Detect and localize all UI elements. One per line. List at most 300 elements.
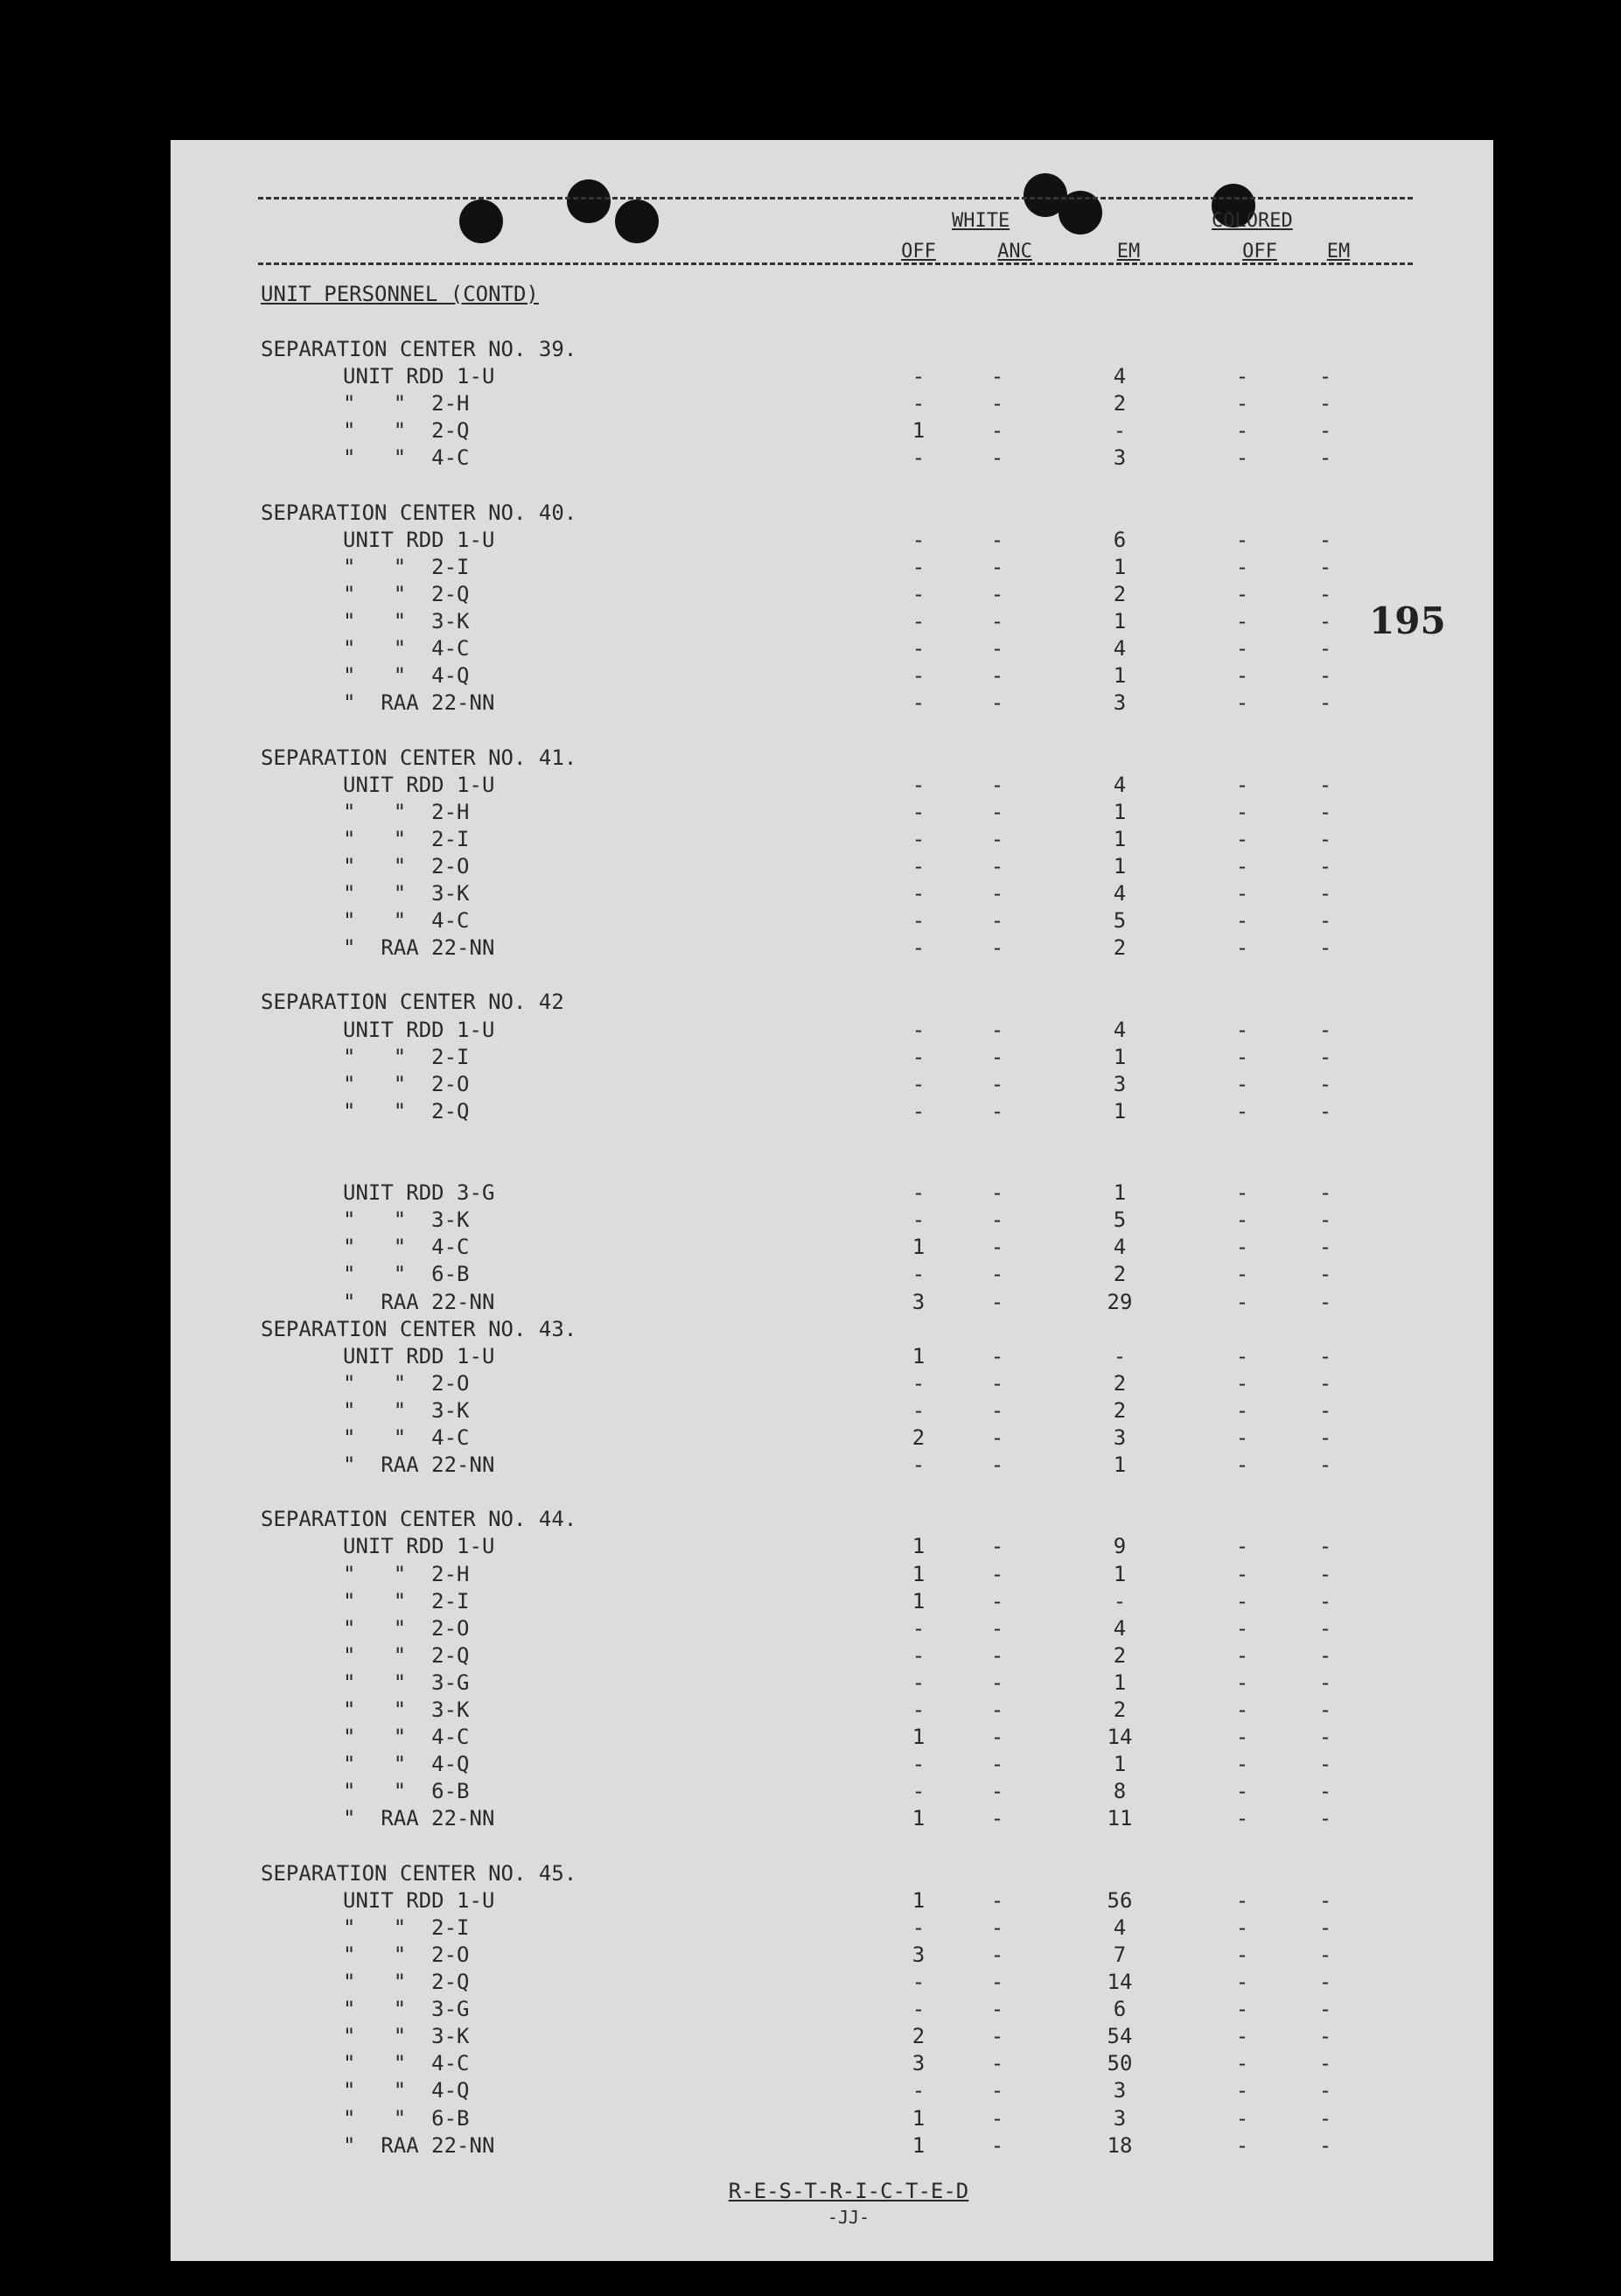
cell-white-em: 3 — [1113, 2078, 1127, 2104]
cell-white-anc: - — [990, 799, 1004, 824]
center-heading: SEPARATION CENTER NO. 45. — [261, 1860, 577, 1886]
cell-colored-em: - — [1318, 663, 1332, 689]
cell-white-em: 4 — [1113, 1235, 1127, 1260]
cell-colored-off: - — [1235, 853, 1249, 878]
cell-white-em: 4 — [1113, 881, 1127, 906]
cell-white-off: - — [912, 1642, 926, 1668]
cell-white-anc: - — [990, 1425, 1004, 1450]
row-label: " " 3-G — [343, 1997, 470, 2022]
row-label: " " 4-C — [343, 636, 470, 662]
cell-colored-off: - — [1235, 418, 1249, 444]
cell-white-em: 1 — [1113, 853, 1127, 878]
cell-white-em: - — [1113, 1588, 1127, 1614]
cell-colored-off: - — [1235, 1017, 1249, 1042]
cell-colored-off: - — [1235, 826, 1249, 851]
cell-white-off: - — [912, 826, 926, 851]
row-label: " " 3-K — [343, 1208, 470, 1233]
cell-colored-em: - — [1318, 1017, 1332, 1042]
cell-white-em: - — [1113, 1343, 1127, 1368]
cell-colored-em: - — [1318, 826, 1332, 851]
cell-white-anc: - — [990, 1343, 1004, 1368]
cell-white-anc: - — [990, 1752, 1004, 1777]
cell-colored-off: - — [1235, 527, 1249, 552]
cell-white-off: - — [912, 1071, 926, 1096]
row-label: UNIT RDD 1-U — [343, 1017, 495, 1042]
cell-colored-off: - — [1235, 799, 1249, 824]
cell-colored-em: - — [1318, 908, 1332, 934]
cell-white-off: 1 — [912, 1343, 926, 1368]
cell-white-em: 7 — [1113, 1942, 1127, 1967]
row-label: " " 2-O — [343, 853, 470, 878]
cell-colored-em: - — [1318, 2078, 1332, 2104]
cell-white-off: - — [912, 391, 926, 416]
cell-white-em: 1 — [1113, 1098, 1127, 1124]
cell-white-em: 4 — [1113, 1017, 1127, 1042]
row-label: " " 4-C — [343, 1235, 470, 1260]
row-label: " RAA 22-NN — [343, 690, 495, 716]
cell-white-off: - — [912, 663, 926, 689]
cell-white-em: 2 — [1113, 935, 1127, 961]
cell-white-anc: - — [990, 445, 1004, 471]
cell-white-anc: - — [990, 663, 1004, 689]
cell-white-anc: - — [990, 581, 1004, 606]
cell-white-off: 1 — [912, 1725, 926, 1750]
center-heading: SEPARATION CENTER NO. 39. — [261, 337, 577, 361]
cell-white-anc: - — [990, 2105, 1004, 2131]
cell-white-off: - — [912, 799, 926, 824]
cell-white-off: - — [912, 881, 926, 906]
cell-white-em: 4 — [1113, 772, 1127, 797]
cell-white-em: 14 — [1107, 1725, 1133, 1750]
cell-colored-off: - — [1235, 391, 1249, 416]
cell-colored-em: - — [1318, 1235, 1332, 1260]
cell-colored-em: - — [1318, 1752, 1332, 1777]
cell-colored-em: - — [1318, 1942, 1332, 1967]
cell-colored-em: - — [1318, 2105, 1332, 2131]
cell-colored-em: - — [1318, 1180, 1332, 1206]
cell-colored-em: - — [1318, 1997, 1332, 2022]
cell-colored-em: - — [1318, 1044, 1332, 1069]
cell-white-anc: - — [990, 1235, 1004, 1260]
cell-white-anc: - — [990, 1561, 1004, 1586]
cell-white-em: 1 — [1113, 799, 1127, 824]
cell-white-off: - — [912, 1208, 926, 1233]
cell-white-anc: - — [990, 1670, 1004, 1695]
header-colored: COLORED — [1212, 210, 1293, 232]
center-heading: SEPARATION CENTER NO. 41. — [261, 745, 577, 770]
cell-white-off: 1 — [912, 1534, 926, 1559]
cell-white-anc: - — [990, 2132, 1004, 2158]
cell-white-off: - — [912, 1970, 926, 1994]
cell-colored-em: - — [1318, 2132, 1332, 2158]
cell-white-anc: - — [990, 1044, 1004, 1069]
cell-white-anc: - — [990, 853, 1004, 878]
cell-white-anc: - — [990, 1370, 1004, 1396]
row-label: " " 2-O — [343, 1071, 470, 1096]
cell-colored-off: - — [1235, 881, 1249, 906]
row-label: UNIT RDD 1-U — [343, 1534, 495, 1559]
cell-white-anc: - — [990, 418, 1004, 444]
footer-initials: -JJ- — [827, 2207, 870, 2228]
cell-white-anc: - — [990, 772, 1004, 797]
row-label: " " 3-K — [343, 609, 470, 634]
cell-white-em: 3 — [1113, 1071, 1127, 1096]
cell-colored-off: - — [1235, 663, 1249, 689]
cell-colored-off: - — [1235, 1725, 1249, 1750]
cell-white-anc: - — [990, 1397, 1004, 1423]
cell-colored-em: - — [1318, 1670, 1332, 1695]
cell-white-em: 1 — [1113, 826, 1127, 851]
cell-colored-em: - — [1318, 1098, 1332, 1124]
cell-colored-off: - — [1235, 1098, 1249, 1124]
punch-hole — [567, 179, 611, 223]
row-label: " " 3-K — [343, 881, 470, 906]
cell-colored-em: - — [1318, 1397, 1332, 1423]
punch-hole — [615, 200, 659, 243]
cell-colored-off: - — [1235, 1942, 1249, 1967]
cell-colored-em: - — [1318, 1698, 1332, 1722]
cell-white-em: 2 — [1113, 1262, 1127, 1287]
cell-white-off: 1 — [912, 2105, 926, 2131]
cell-white-off: - — [912, 1779, 926, 1804]
row-label: " " 6-B — [343, 1262, 470, 1287]
cell-white-off: - — [912, 2078, 926, 2104]
cell-colored-em: - — [1318, 636, 1332, 662]
cell-white-em: 6 — [1113, 1997, 1127, 2022]
cell-white-em: 5 — [1113, 1208, 1127, 1233]
cell-colored-off: - — [1235, 1698, 1249, 1722]
cell-white-anc: - — [990, 1262, 1004, 1287]
cell-colored-off: - — [1235, 1642, 1249, 1668]
cell-white-anc: - — [990, 2024, 1004, 2049]
row-label: " RAA 22-NN — [343, 935, 495, 961]
cell-white-off: - — [912, 690, 926, 716]
cell-white-off: - — [912, 935, 926, 961]
cell-colored-em: - — [1318, 445, 1332, 471]
cell-colored-off: - — [1235, 1914, 1249, 1940]
cell-white-off: - — [912, 1670, 926, 1695]
cell-colored-em: - — [1318, 418, 1332, 444]
row-label: " " 4-C — [343, 1725, 470, 1750]
cell-white-anc: - — [990, 1071, 1004, 1096]
cell-white-em: 1 — [1113, 1044, 1127, 1069]
cell-white-off: - — [912, 1997, 926, 2022]
row-label: " " 3-K — [343, 1397, 470, 1423]
cell-colored-off: - — [1235, 1235, 1249, 1260]
cell-colored-off: - — [1235, 445, 1249, 471]
cell-white-anc: - — [990, 1887, 1004, 1913]
cell-white-off: - — [912, 1752, 926, 1777]
cell-colored-off: - — [1235, 1588, 1249, 1614]
cell-colored-em: - — [1318, 1642, 1332, 1668]
cell-colored-em: - — [1318, 1452, 1332, 1478]
cell-colored-em: - — [1318, 1725, 1332, 1750]
row-label: " " 4-Q — [343, 663, 470, 689]
cell-white-off: - — [912, 1615, 926, 1641]
cell-colored-off: - — [1235, 1452, 1249, 1478]
cell-colored-off: - — [1235, 1370, 1249, 1396]
cell-colored-em: - — [1318, 1425, 1332, 1450]
cell-colored-off: - — [1235, 1180, 1249, 1206]
cell-colored-em: - — [1318, 1289, 1332, 1314]
cell-white-anc: - — [990, 1779, 1004, 1804]
cell-white-off: 1 — [912, 1887, 926, 1913]
header-white-em: EM — [1116, 241, 1141, 262]
row-label: " " 4-C — [343, 2051, 470, 2076]
row-label: " " 2-O — [343, 1615, 470, 1641]
cell-white-off: 1 — [912, 2132, 926, 2158]
cell-white-em: 1 — [1113, 1752, 1127, 1777]
cell-colored-off: - — [1235, 1615, 1249, 1641]
cell-white-anc: - — [990, 1997, 1004, 2022]
cell-colored-em: - — [1318, 799, 1332, 824]
cell-white-off: - — [912, 609, 926, 634]
cell-white-em: 1 — [1113, 554, 1127, 579]
cell-white-em: 2 — [1113, 1370, 1127, 1396]
row-label: " RAA 22-NN — [343, 1289, 495, 1314]
cell-white-em: 2 — [1113, 1642, 1127, 1668]
cell-colored-em: - — [1318, 2024, 1332, 2049]
footer-restricted: R-E-S-T-R-I-C-T-E-D — [728, 2179, 969, 2203]
cell-white-anc: - — [990, 554, 1004, 579]
cell-colored-em: - — [1318, 1343, 1332, 1368]
cell-colored-off: - — [1235, 581, 1249, 606]
cell-white-off: - — [912, 1452, 926, 1478]
section-title: UNIT PERSONNEL (CONTD) — [261, 282, 539, 306]
cell-white-em: 4 — [1113, 364, 1127, 389]
cell-white-anc: - — [990, 609, 1004, 634]
cell-colored-off: - — [1235, 1425, 1249, 1450]
cell-white-anc: - — [990, 1534, 1004, 1559]
row-label: " RAA 22-NN — [343, 1806, 495, 1831]
cell-white-anc: - — [990, 1180, 1004, 1206]
row-label: " " 2-H — [343, 1561, 470, 1586]
cell-colored-off: - — [1235, 1534, 1249, 1559]
cell-white-em: 5 — [1113, 908, 1127, 934]
cell-colored-off: - — [1235, 1997, 1249, 2022]
row-label: " " 4-Q — [343, 1752, 470, 1777]
cell-white-off: - — [912, 1098, 926, 1124]
header-white: WHITE — [952, 210, 1010, 232]
cell-white-off: 1 — [912, 418, 926, 444]
cell-colored-off: - — [1235, 1752, 1249, 1777]
row-label: " " 2-I — [343, 554, 470, 579]
center-heading: SEPARATION CENTER NO. 40. — [261, 500, 577, 525]
cell-white-em: 3 — [1113, 690, 1127, 716]
cell-white-em: 6 — [1113, 527, 1127, 552]
row-label: " " 4-C — [343, 1425, 470, 1450]
cell-white-em: 3 — [1113, 445, 1127, 471]
row-label: " " 4-C — [343, 908, 470, 934]
cell-white-anc: - — [990, 1725, 1004, 1750]
cell-white-off: 1 — [912, 1235, 926, 1260]
cell-colored-em: - — [1318, 690, 1332, 716]
cell-white-em: 18 — [1107, 2132, 1133, 2158]
header-rule-top — [258, 197, 1413, 200]
cell-white-off: - — [912, 1017, 926, 1042]
cell-colored-off: - — [1235, 364, 1249, 389]
cell-colored-em: - — [1318, 881, 1332, 906]
row-label: " " 2-O — [343, 1370, 470, 1396]
cell-white-off: - — [912, 1044, 926, 1069]
cell-colored-off: - — [1235, 1343, 1249, 1368]
cell-white-off: 2 — [912, 2024, 926, 2049]
row-label: " " 3-K — [343, 1698, 470, 1722]
cell-colored-off: - — [1235, 1262, 1249, 1287]
cell-colored-em: - — [1318, 1779, 1332, 1804]
cell-white-off: - — [912, 445, 926, 471]
cell-colored-em: - — [1318, 1262, 1332, 1287]
cell-colored-off: - — [1235, 2051, 1249, 2076]
row-label: " " 2-O — [343, 1942, 470, 1967]
row-label: " " 6-B — [343, 1779, 470, 1804]
cell-white-off: 3 — [912, 2051, 926, 2076]
cell-white-anc: - — [990, 826, 1004, 851]
row-label: " " 3-G — [343, 1670, 470, 1695]
cell-white-anc: - — [990, 1914, 1004, 1940]
cell-colored-off: - — [1235, 609, 1249, 634]
cell-white-anc: - — [990, 1208, 1004, 1233]
row-label: " " 4-C — [343, 445, 470, 471]
cell-colored-em: - — [1318, 554, 1332, 579]
cell-colored-off: - — [1235, 1887, 1249, 1913]
cell-white-off: - — [912, 772, 926, 797]
cell-white-anc: - — [990, 2078, 1004, 2104]
cell-white-anc: - — [990, 2051, 1004, 2076]
header-white-off: OFF — [901, 241, 936, 262]
cell-white-off: 3 — [912, 1942, 926, 1967]
cell-white-anc: - — [990, 1452, 1004, 1478]
row-label: " " 3-K — [343, 2024, 470, 2049]
row-label: " " 2-H — [343, 799, 470, 824]
cell-colored-em: - — [1318, 1208, 1332, 1233]
cell-colored-em: - — [1318, 1914, 1332, 1940]
cell-white-em: 29 — [1107, 1289, 1133, 1314]
cell-white-off: - — [912, 1397, 926, 1423]
row-label: UNIT RDD 1-U — [343, 1343, 495, 1368]
cell-white-off: 1 — [912, 1588, 926, 1614]
cell-colored-em: - — [1318, 1534, 1332, 1559]
punch-hole — [459, 200, 503, 243]
cell-colored-em: - — [1318, 1615, 1332, 1641]
row-label: " RAA 22-NN — [343, 1452, 495, 1478]
cell-white-off: - — [912, 1262, 926, 1287]
cell-white-anc: - — [990, 1942, 1004, 1967]
row-label: UNIT RDD 3-G — [343, 1180, 495, 1206]
row-label: " " 2-Q — [343, 1970, 470, 1994]
cell-white-em: 50 — [1107, 2051, 1133, 2076]
cell-colored-off: - — [1235, 1779, 1249, 1804]
cell-colored-off: - — [1235, 636, 1249, 662]
cell-white-off: - — [912, 1914, 926, 1940]
cell-white-em: - — [1113, 418, 1127, 444]
cell-white-anc: - — [990, 1970, 1004, 1994]
row-label: " " 2-Q — [343, 1642, 470, 1668]
cell-white-anc: - — [990, 1698, 1004, 1722]
header-colored-off: OFF — [1242, 241, 1277, 262]
cell-white-off: - — [912, 554, 926, 579]
cell-white-em: 56 — [1107, 1887, 1133, 1913]
cell-colored-em: - — [1318, 935, 1332, 961]
cell-white-anc: - — [990, 881, 1004, 906]
cell-white-off: - — [912, 1698, 926, 1722]
cell-white-em: 4 — [1113, 636, 1127, 662]
cell-white-em: 1 — [1113, 1561, 1127, 1586]
row-label: " " 2-Q — [343, 418, 470, 444]
cell-white-anc: - — [990, 1098, 1004, 1124]
row-label: " " 2-I — [343, 826, 470, 851]
cell-white-off: 1 — [912, 1561, 926, 1586]
row-label: " " 2-H — [343, 391, 470, 416]
row-label: " " 2-I — [343, 1588, 470, 1614]
cell-colored-off: - — [1235, 1289, 1249, 1314]
cell-colored-off: - — [1235, 1397, 1249, 1423]
cell-white-em: 8 — [1113, 1779, 1127, 1804]
cell-white-em: 11 — [1107, 1806, 1133, 1831]
cell-colored-em: - — [1318, 853, 1332, 878]
cell-white-em: 3 — [1113, 1425, 1127, 1450]
cell-colored-off: - — [1235, 2132, 1249, 2158]
cell-colored-em: - — [1318, 2051, 1332, 2076]
cell-colored-off: - — [1235, 1970, 1249, 1994]
row-label: UNIT RDD 1-U — [343, 364, 495, 389]
cell-white-em: 54 — [1107, 2024, 1133, 2049]
cell-colored-em: - — [1318, 1588, 1332, 1614]
cell-colored-off: - — [1235, 1670, 1249, 1695]
cell-white-em: 2 — [1113, 1698, 1127, 1722]
cell-white-off: - — [912, 636, 926, 662]
cell-white-em: 2 — [1113, 1397, 1127, 1423]
row-label: UNIT RDD 1-U — [343, 1887, 495, 1913]
row-label: " " 4-Q — [343, 2078, 470, 2104]
cell-colored-em: - — [1318, 391, 1332, 416]
cell-white-em: 1 — [1113, 1180, 1127, 1206]
cell-white-anc: - — [990, 935, 1004, 961]
cell-white-anc: - — [990, 1806, 1004, 1831]
cell-white-anc: - — [990, 1017, 1004, 1042]
row-label: " " 2-I — [343, 1914, 470, 1940]
row-label: " " 2-Q — [343, 581, 470, 606]
center-heading: SEPARATION CENTER NO. 42 — [261, 990, 564, 1015]
cell-white-off: - — [912, 1370, 926, 1396]
cell-white-anc: - — [990, 690, 1004, 716]
cell-white-off: - — [912, 1180, 926, 1206]
cell-colored-off: - — [1235, 2105, 1249, 2131]
cell-white-off: - — [912, 364, 926, 389]
cell-colored-off: - — [1235, 908, 1249, 934]
cell-colored-em: - — [1318, 581, 1332, 606]
cell-white-em: 1 — [1113, 1452, 1127, 1478]
cell-white-anc: - — [990, 1289, 1004, 1314]
cell-white-em: 2 — [1113, 581, 1127, 606]
page-number: 195 — [1369, 599, 1446, 642]
cell-white-em: 2 — [1113, 391, 1127, 416]
cell-colored-em: - — [1318, 1806, 1332, 1831]
row-label: " " 2-Q — [343, 1098, 470, 1124]
cell-colored-em: - — [1318, 1970, 1332, 1994]
cell-white-em: 4 — [1113, 1615, 1127, 1641]
cell-colored-off: - — [1235, 1561, 1249, 1586]
cell-colored-off: - — [1235, 1208, 1249, 1233]
header-white-anc: ANC — [997, 241, 1032, 262]
cell-white-anc: - — [990, 364, 1004, 389]
cell-white-off: 3 — [912, 1289, 926, 1314]
cell-white-anc: - — [990, 1615, 1004, 1641]
cell-white-anc: - — [990, 1588, 1004, 1614]
cell-colored-em: - — [1318, 772, 1332, 797]
cell-white-off: 2 — [912, 1425, 926, 1450]
cell-colored-em: - — [1318, 609, 1332, 634]
